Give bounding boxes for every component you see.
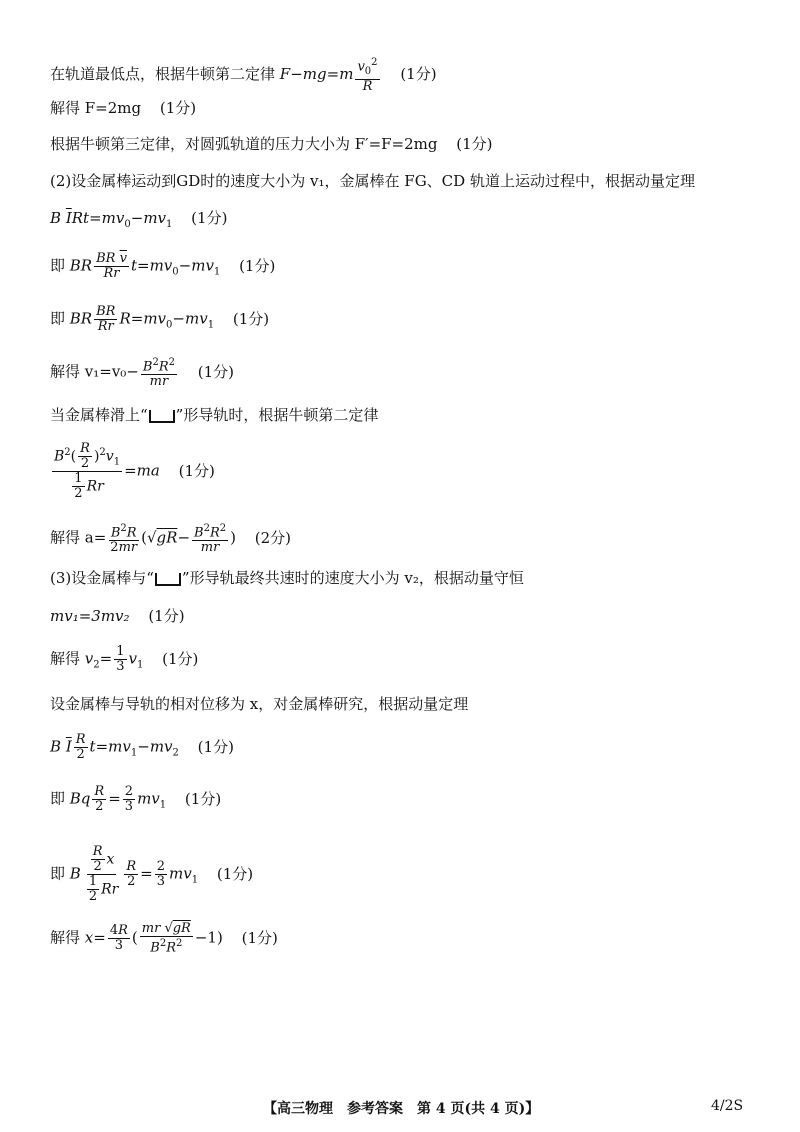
fraction: $\frac{2}{3}$ bbox=[124, 784, 134, 814]
score: (1分) bbox=[197, 362, 235, 381]
fraction: $\frac{1}{3}$ bbox=[116, 644, 125, 674]
fraction: $B^2$( $\frac{R}{2}$ )$^2v_1$ $\frac{1}{2}$ Rr bbox=[54, 441, 121, 501]
line-momentum-3: 即 BR $\frac{BR}{Rr}$ $R=mv_0-mv_1$ (1分) bbox=[50, 304, 270, 334]
score: (1分) bbox=[456, 135, 493, 153]
fraction: $\frac{R}{2}$ bbox=[75, 732, 86, 762]
line-part3-intro bbox=[50, 568, 524, 588]
fraction: $\frac{B^2R^2}{mr}$ bbox=[142, 357, 175, 390]
fraction: $\frac{BR \overline{v}}{Rr}$ bbox=[96, 251, 127, 281]
score: (1分) bbox=[216, 864, 254, 883]
text: ”形导轨最终共速时的速度大小为 v₂，根据动量守恒 bbox=[181, 569, 524, 587]
text: (3)设金属棒与“ bbox=[50, 569, 154, 587]
line-result-v2: 解得 $v_2=$ $\frac{1}{3}$ $v_1$ (1分) bbox=[50, 644, 199, 674]
text: 根据牛顿第三定律，对圆弧轨道的压力大小为 F′=F=2mg bbox=[50, 135, 438, 153]
text: (2)设金属棒运动到GD时的速度大小为 v₁，金属棒在 FG、CD 轨道上运动过程中，根据动量定理 bbox=[50, 172, 695, 190]
score: (1分) bbox=[178, 461, 215, 480]
line-momentum-conservation bbox=[50, 606, 185, 626]
rail-shape-icon bbox=[155, 573, 181, 586]
line-momentum-5: 即 Bq $\frac{R}{2}$ = $\frac{2}{3}$ $mv_1$ (1分) bbox=[50, 784, 222, 814]
text: 当金属棒滑上“ bbox=[50, 406, 148, 424]
score: (1分) bbox=[400, 64, 437, 83]
fraction: $\frac{mr √gR}{B^2R^2}$ bbox=[141, 921, 191, 956]
score: (1分) bbox=[184, 789, 222, 808]
rail-shape-icon bbox=[149, 410, 175, 423]
text: ”形导轨时，根据牛顿第二定律 bbox=[175, 406, 379, 424]
line-force-equation: $B^2$( $\frac{R}{2}$ )$^2v_1$ $\frac{1}{2}$ Rr =ma (1分) bbox=[54, 441, 215, 501]
fraction: $\frac{BR}{Rr}$ bbox=[96, 304, 116, 334]
line-newton-second-law: 在轨道最低点，根据牛顿第二定律 F−mg=m $\frac{v_0^2}{R}$ (1分) bbox=[50, 57, 437, 94]
text: 设金属棒与导轨的相对位移为 x，对金属棒研究，根据动量定理 bbox=[50, 695, 469, 713]
fraction: $\frac{R}{2}$ bbox=[94, 784, 105, 814]
line-result-v1 bbox=[50, 356, 234, 389]
line-relative-displacement bbox=[50, 694, 468, 714]
line-momentum-2: 即 BR $\frac{BR \overline{v}}{Rr}$ $t=mv_0-mv_1$ (1分) bbox=[50, 251, 276, 281]
score: (1分) bbox=[232, 309, 270, 328]
text: 解得 F=2mg bbox=[50, 99, 142, 117]
line-result-x: 解得 x= $\frac{4R}{3}$ ( $\frac{mr √gR}{B^2R^2}$ −1) (1分) bbox=[50, 921, 278, 956]
footer-code: 4/2S bbox=[711, 1098, 744, 1114]
line-result-F bbox=[50, 98, 196, 118]
text: mv₁=3mv₂ bbox=[50, 607, 130, 625]
score: (1分) bbox=[159, 99, 197, 117]
text: 解得 v₁=v₀− bbox=[50, 362, 139, 381]
fraction: $\frac{R}{2}$ x $\frac{1}{2}$ Rr bbox=[83, 845, 121, 904]
fraction: $\frac{2}{3}$ bbox=[156, 859, 165, 889]
text: 解得 a= bbox=[50, 528, 107, 547]
score: (1分) bbox=[241, 928, 278, 947]
line-momentum-1: B $\overline{I}Rt=mv_0-mv_1$ (1分) bbox=[50, 209, 228, 230]
score: (1分) bbox=[239, 256, 276, 275]
score: (2分) bbox=[254, 528, 291, 547]
line-part2-intro bbox=[50, 171, 695, 191]
score: (1分) bbox=[148, 607, 185, 625]
line-newton-third-law bbox=[50, 134, 493, 154]
fraction: $\frac{4R}{3}$ bbox=[109, 923, 128, 954]
fraction: $\frac{B^2R^2}{mr}$ bbox=[194, 523, 227, 556]
score: (1分) bbox=[191, 209, 228, 227]
line-momentum-4: B $\overline{I}$ $\frac{R}{2}$ $t=mv_1-mv_2$ (1分) bbox=[50, 732, 234, 762]
line-slide-onto-rail bbox=[50, 405, 378, 425]
score: (1分) bbox=[197, 737, 234, 756]
fraction: $\frac{v_0^2}{R}$ bbox=[357, 57, 378, 94]
fraction: $\frac{R}{2}$ bbox=[126, 859, 137, 889]
line-result-a: 解得 a= $\frac{B^2R}{2mr}$ (√gR− $\frac{B^2R^2}{mr}$ ) (2分) bbox=[50, 523, 291, 556]
fraction: $\frac{B^2R}{2mr}$ bbox=[110, 523, 138, 556]
line-momentum-6: 即 B $\frac{R}{2}$ x $\frac{1}{2}$ Rr $\frac{R}{2}$ = $\frac{2}{3}$ $mv_1$ (1分) bbox=[50, 844, 254, 904]
score: (1分) bbox=[162, 649, 199, 668]
footer-title: 【高三物理 参考答案 第 4 页(共 4 页)】 bbox=[263, 1101, 540, 1117]
text: 在轨道最低点，根据牛顿第二定律 bbox=[50, 64, 276, 83]
